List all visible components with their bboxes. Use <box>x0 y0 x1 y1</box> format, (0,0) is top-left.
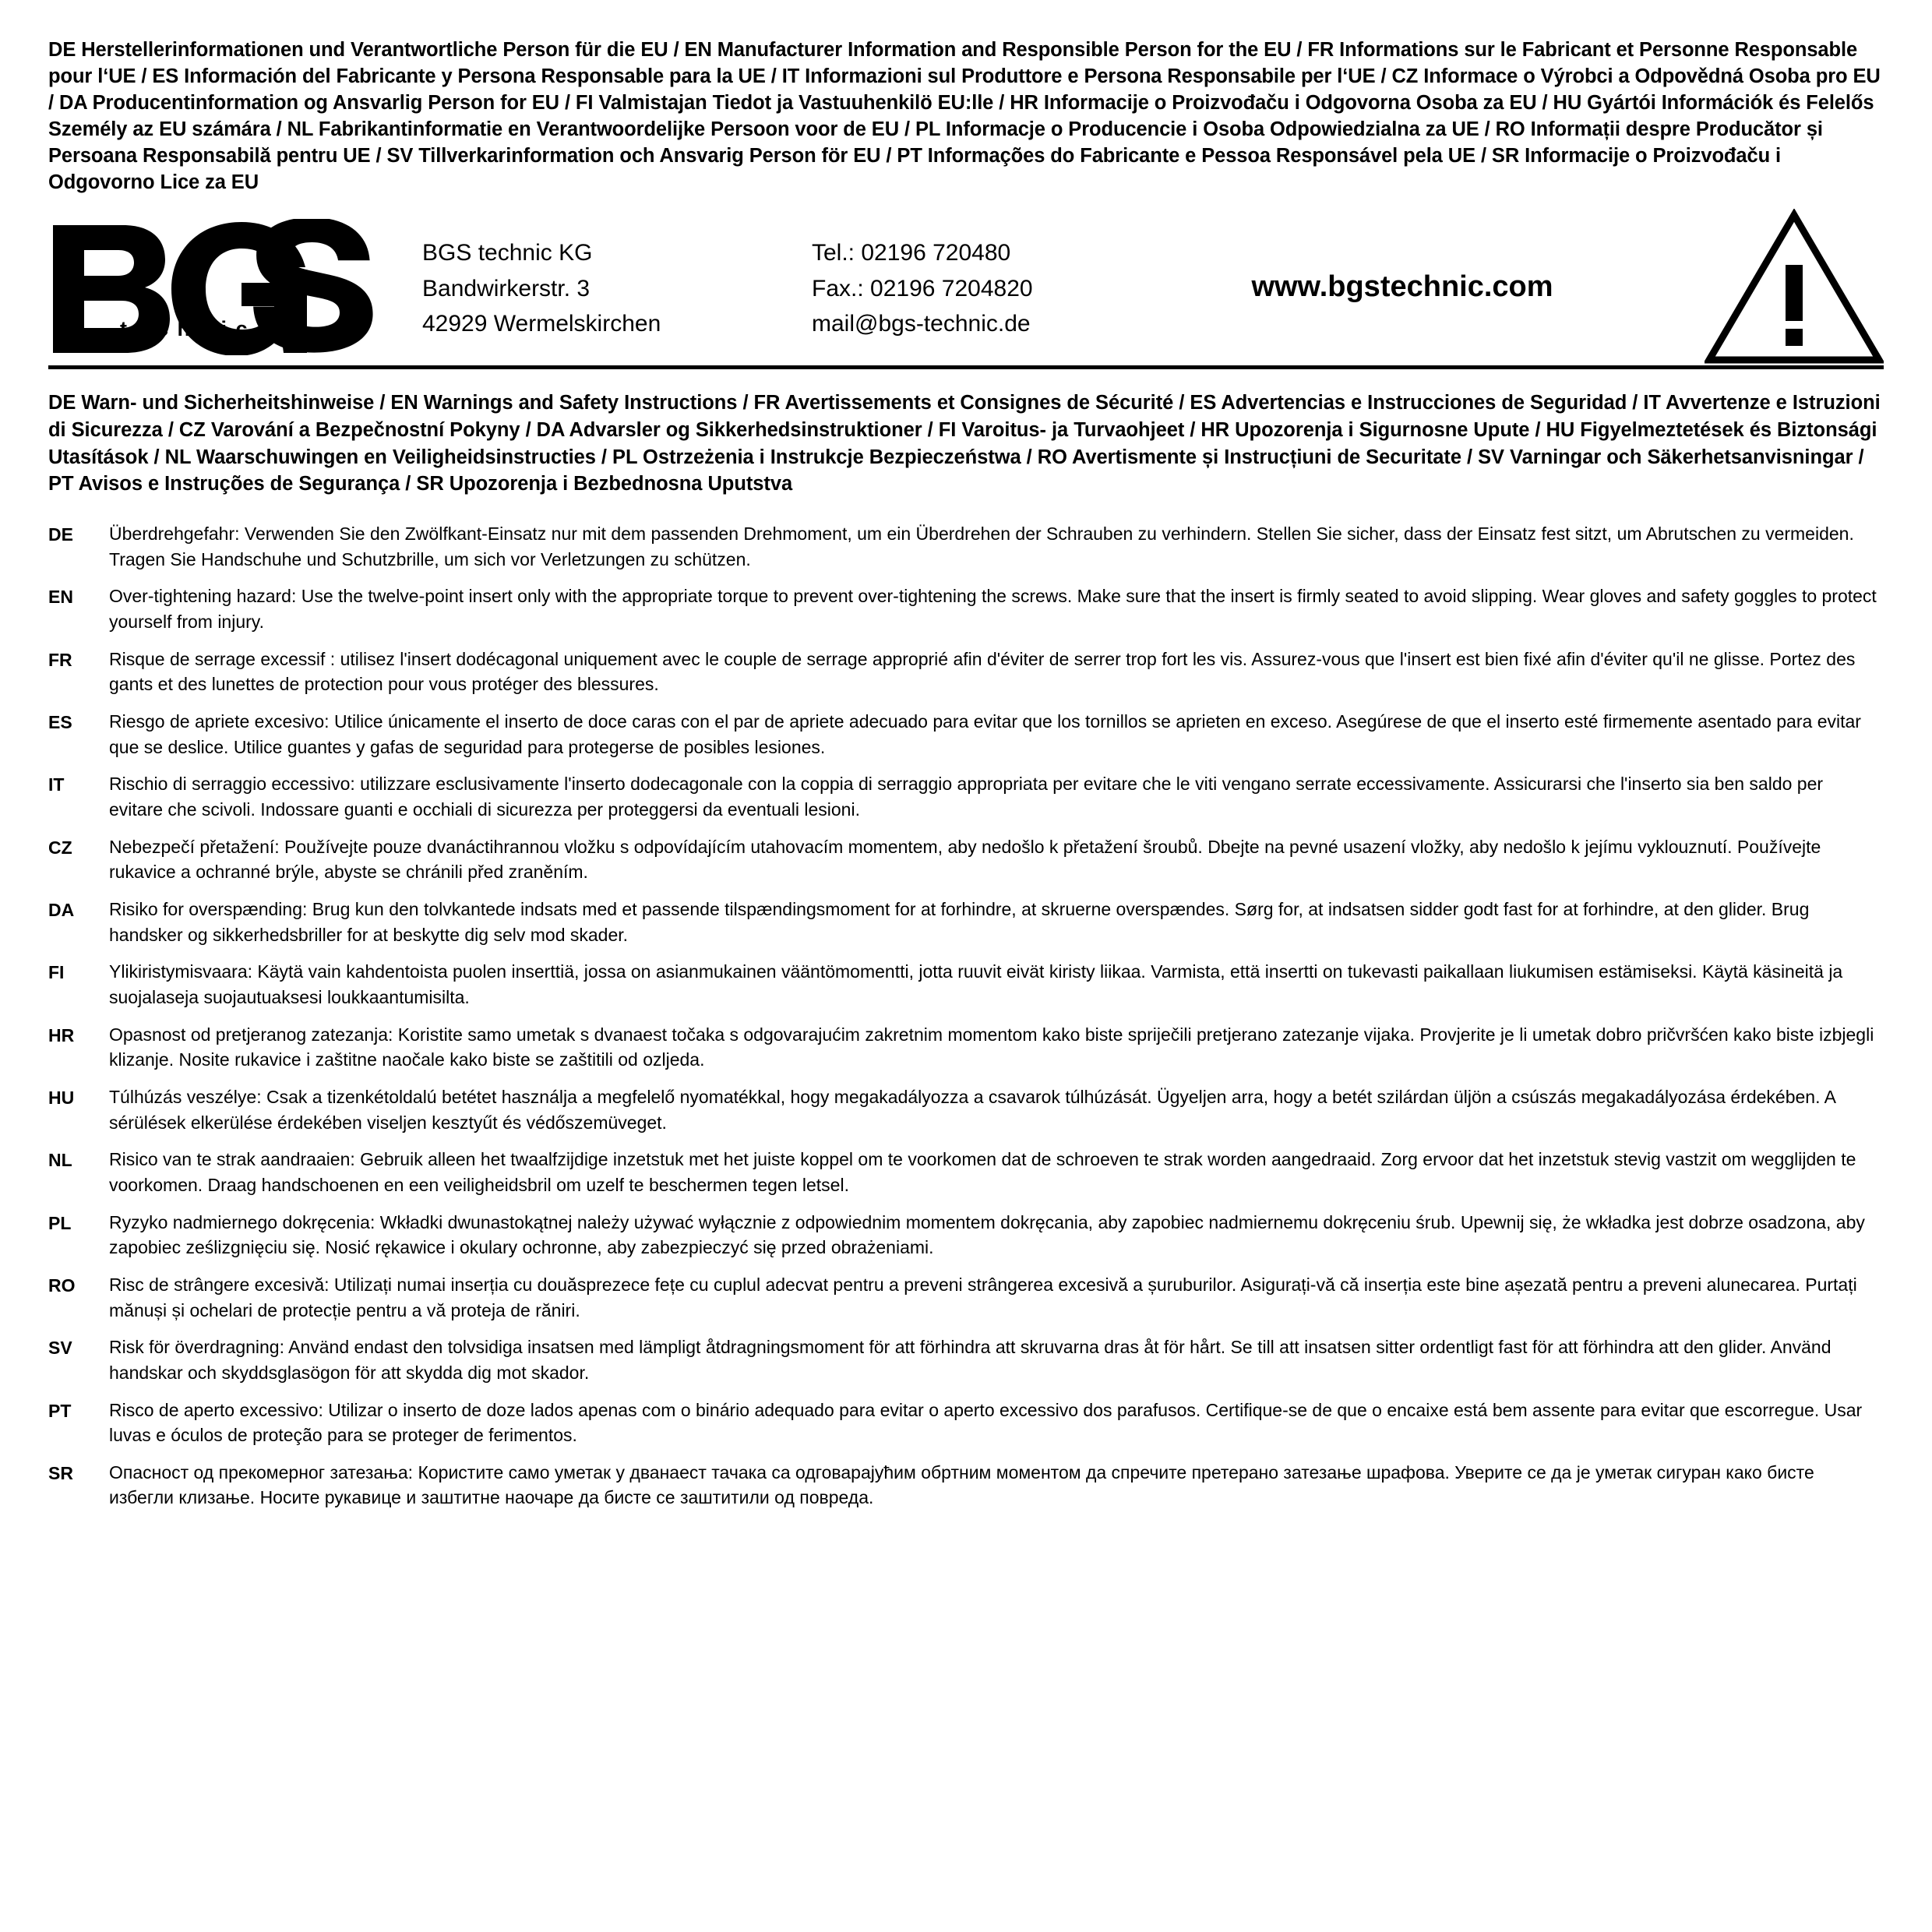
header-divider <box>48 365 1884 369</box>
warning-text: Risk för överdragning: Använd endast den tolvsidiga insatsen med lämpligt åtdragningsmoment för att förhindra att skruvarna dras åt för hårt. Se till att insatsen sitter ordentligt fast för att förhindra att den glider. Använd handskar och skyddsglasögon för att skydda dig mot skador. <box>109 1337 1832 1383</box>
language-code: PL <box>48 1212 72 1233</box>
warning-item-es <box>48 709 1881 760</box>
company-fax: Fax.: 02196 7204820 <box>812 275 1033 301</box>
language-code: ES <box>48 712 72 733</box>
warning-text: Überdrehgefahr: Verwenden Sie den Zwölfkant-Einsatz nur mit dem passenden Drehmoment, um ein Überdrehen der Schrauben zu verhindern. Stellen Sie sicher, dass der Einsatz fest sitzt, um Abrutschen zu vermeiden. Tragen Sie Handschuhe und Schutzbrille, um sich vor Verletzungen zu schützen. <box>109 524 1854 569</box>
warning-text: Risico van te strak aandraaien: Gebruik alleen het twaalfzijdige inzetstuk met het juiste koppel om te voorkomen dat de schroeven te strak worden aangedraaid. Zorg ervoor dat het inzetstuk stevig vastzit om wegglijden te voorkomen. Draag handschoenen en een veiligheidsbril om uzelf te beschermen tegen letsel. <box>109 1149 1856 1195</box>
language-code: FI <box>48 962 65 983</box>
language-code: PT <box>48 1400 72 1421</box>
company-address <box>422 232 812 342</box>
warning-item-da <box>48 897 1881 947</box>
warning-text: Opasnost od pretjeranog zatezanja: Koristite samo umetak s dvanaest točaka s odgovarajućim zakretnim momentom kako biste spriječili pretjerano zatezanje vijaka. Provjerite je li umetak dobro pričvršćen kako biste izbjegli klizanje. Nosite rukavice i zaštitne naočale kako biste se zaštitili od ozljeda. <box>109 1024 1874 1070</box>
company-email[interactable]: mail@bgs-technic.de <box>812 311 1031 337</box>
warning-text: Over-tightening hazard: Use the twelve-point insert only with the appropriate torque to prevent over-tightening the screws. Make sure that the insert is firmly seated to avoid slipping. Wear gloves and safety goggles to protect yourself from injury. <box>109 586 1877 633</box>
warning-text: Risco de aperto excessivo: Utilizar o inserto de doze lados apenas com o binário adequado para evitar o aperto excessivo dos parafusos. Certifique-se de que o encaixe está bem assente para evitar que escorregue. Usar luvas e óculos de proteção para se proteger de ferimentos. <box>109 1399 1863 1446</box>
bgs-logo <box>48 219 422 355</box>
language-code: DE <box>48 524 73 545</box>
language-code: HR <box>48 1024 75 1045</box>
warning-text: Risiko for overspænding: Brug kun den tolvkantede indsats med et passende tilspændingsmoment for at forhindre, at skruerne overspændes. Sørg for, at indsatsen sidder godt fast for at forhindre, at den glider. Brug handsker og sikkerhedsbriller for at beskytte dig selv mod skader. <box>109 899 1810 945</box>
language-code: DA <box>48 900 75 920</box>
warning-item-fi <box>48 959 1881 1010</box>
warning-text: Nebezpečí přetažení: Používejte pouze dvanáctihrannou vložku s odpovídajícím utahovacím momentem, aby nedošlo k přetažení šroubů. Dbejte na pevné usazení vložky, aby nedošlo k jejímu vyklouznutí. Používejte rukavice a ochranné brýle, abyste se chránili před zraněním. <box>109 836 1821 883</box>
warning-item-it <box>48 771 1881 822</box>
language-code: SR <box>48 1462 73 1483</box>
company-city: 42929 Wermelskirchen <box>422 311 661 337</box>
warning-text: Risc de strângere excesivă: Utilizați numai inserția cu douăsprezece fețe cu cuplul adecvat pentru a preveni strângerea excesivă a șuruburilor. Asigurați-vă că inserția este bine așezată pentru a preveni alunecarea. Purtați mănuși și ochelari de protecție pentru a vă proteja de răniri. <box>109 1274 1857 1320</box>
company-website[interactable]: www.bgstechnic.com <box>1251 270 1553 303</box>
warning-text: Risque de serrage excessif : utilisez l'insert dodécagonal uniquement avec le couple de serrage approprié afin d'éviter de serrer trop fort les vis. Assurez-vous que l'insert est bien fixé afin d'éviter qu'il ne glisse. Portez des gants et des lunettes de protection pour vous protéger des blessures. <box>109 648 1856 695</box>
warning-triangle-icon <box>1689 209 1884 365</box>
warning-text: Riesgo de apriete excesivo: Utilice únicamente el inserto de doce caras con el par de apriete adecuado para evitar que los tornillos se aprieten en exceso. Asegúrese de que el inserto esté firmemente asentado para evitar que se deslice. Utilice guantes y gafas de seguridad para protegerse de posibles lesiones. <box>109 711 1861 757</box>
language-code: EN <box>48 587 73 608</box>
language-code: NL <box>48 1150 72 1171</box>
warning-text: Túlhúzás veszélye: Csak a tizenkétoldalú betétet használja a megfelelő nyomatékkal, hogy megakadályozza a csavarok túlhúzását. Ügyeljen arra, hogy a betét szilárdan üljön a csúszás megakadályozása érdekében. A sérülések elkerülése érdekében viseljen kesztyűt és védőszemüveget. <box>109 1086 1835 1133</box>
language-code: CZ <box>48 837 72 858</box>
warning-item-fr <box>48 647 1881 697</box>
warning-text: Опасност од прекомерног затезања: Користите само уметак у дванаест тачака са одговарајућим обртним моментом да спречите претерано затезање шрафова. Уверите се да је уметак сигуран како бисте избегли клизање. Носите рукавице и заштитне наочаре да бисте се заштитили од повреда. <box>109 1461 1814 1508</box>
company-street: Bandwirkerstr. 3 <box>422 275 591 301</box>
company-phone: Tel.: 02196 720480 <box>812 240 1011 266</box>
language-code: HU <box>48 1087 75 1108</box>
warning-item-sr <box>48 1460 1881 1511</box>
safety-instructions-heading: DE Warn- und Sicherheitshinweise / EN Warnings and Safety Instructions / FR Avertissements et Consignes de Sécurité / ES Advertencias e Instrucciones de Seguridad / IT Avvertenze e Istruzioni di Sicurezza / CZ Varování a Bezpečnostní Pokyny / DA Advarsler og Sikkerhedsinstruktioner / FI Varoitus- ja Turvaohjeet / HR Upozorenja i Sigurnosne Upute / HU Figyelmeztetések és Biztonsági Utasítások / NL Waarschuwingen en Veiligheidsinstructies / PL Ostrzeżenia i Instrukcje Bezpieczeństwa / RO Avertismente și Instrucțiuni de Securitate / SV Varningar och Säkerhetsanvisningar / PT Avisos e Instruções de Segurança / SR Upozorenja i Bezbednosna Uputstva <box>48 392 1881 495</box>
warning-item-de <box>48 521 1881 572</box>
company-header-row <box>44 213 1888 361</box>
warning-item-nl <box>48 1147 1881 1197</box>
warning-text: Ryzyko nadmiernego dokręcenia: Wkładki dwunastokątnej należy używać wyłącznie z odpowiednim momentem dokręcania, aby zapobiec nadmiernemu dokręceniu śrub. Upewnij się, że wkładka jest dobrze osadzona, aby zapobiec ześlizgnięciu się. Nosić rękawice i okulary ochronne, aby zabezpieczyć się przed obrażeniami. <box>109 1211 1865 1258</box>
warning-item-hr <box>48 1022 1881 1073</box>
warning-triangle-graphic <box>1705 209 1884 365</box>
warning-item-pl <box>48 1210 1881 1260</box>
warning-item-ro <box>48 1272 1881 1323</box>
bgs-logo-subtext: t e c h n i c <box>120 316 249 340</box>
language-code: IT <box>48 774 65 795</box>
warnings-list <box>44 521 1888 1511</box>
warning-text: Ylikiristymisvaara: Käytä vain kahdentoista puolen inserttiä, jossa on asianmukainen vääntömomentti, jotta ruuvit eivät kiristy liikaa. Varmista, että insertti on tukevasti paikallaan liukumisen estämiseksi. Käytä käsineitä ja suojalaseja suojautuaksesi loukkaantumisilta. <box>109 961 1843 1007</box>
warning-item-en <box>48 583 1881 634</box>
warning-text: Rischio di serraggio eccessivo: utilizzare esclusivamente l'inserto dodecagonale con la coppia di serraggio appropriata per evitare che le viti vengano serrate eccessivamente. Assicurarsi che l'inserto sia ben saldo per evitare che scivoli. Indossare guanti e occhiali di sicurezza per proteggersi da eventuali lesioni. <box>109 774 1824 820</box>
registered-trademark-symbol: ® <box>271 220 287 244</box>
warning-item-hu <box>48 1084 1881 1135</box>
warning-item-pt <box>48 1398 1881 1448</box>
warning-item-cz <box>48 834 1881 885</box>
language-code: RO <box>48 1274 76 1296</box>
company-contact <box>812 232 1147 342</box>
company-name: BGS technic KG <box>422 240 593 266</box>
language-code: SV <box>48 1338 72 1359</box>
warning-item-sv <box>48 1334 1881 1385</box>
language-code: FR <box>48 649 72 670</box>
manufacturer-info-heading: DE Herstellerinformationen und Verantwortliche Person für die EU / EN Manufacturer Information and Responsible Person for the EU / FR Informations sur le Fabricant et Personne Responsable pour l‘UE / ES Información del Fabricante y Persona Responsable para la UE / IT Informazioni sul Produttore e Persona Responsabile per l‘UE / CZ Informace o Výrobci a Odpovědná Osoba pro EU / DA Producentinformation og Ansvarlig Person for EU / FI Valmistajan Tiedot ja Vastuuhenkilö EU:lle / HR Informacije o Proizvođaču i Odgovorna Osoba za EU / HU Gyártói Információk és Felelős Személy az EU számára / NL Fabrikantinformatie en Verantwoordelijke Persoon voor de EU / PL Informacje o Producencie i Osoba Odpowiedzialna za UE / RO Informații despre Producător și Persoana Responsabilă pentru UE / SV Tillverkarinformation och Ansvarig Person för EU / PT Informações do Fabricante e Pessoa Responsável pela UE / SR Informacije o Proizvođaču i Odgovorno Lice za EU <box>48 39 1881 193</box>
